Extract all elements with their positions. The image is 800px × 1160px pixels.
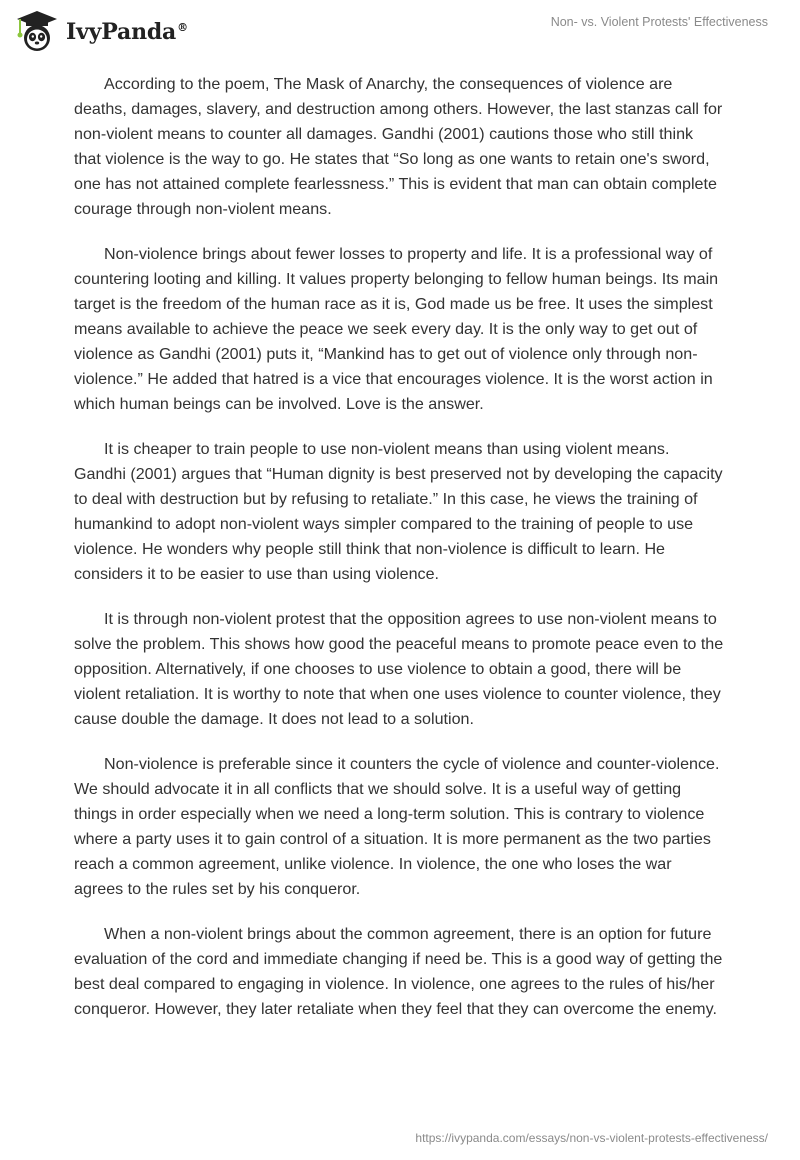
paragraph: According to the poem, The Mask of Anarchy, the consequences of violence are deaths, damages, slavery, and destruction among others. However, the last stanzas call for non-violent means to counter all damages. Gandhi (2001) cautions those who still think that violence is the way to go. He states that “So long as one wants to retain one's sword, one has not attained complete fearlessness.” This is evident that man can obtain complete courage through non-violent means. (74, 75, 723, 218)
paragraph: It is through non-violent protest that the opposition agrees to use non-violent means to solve the problem. This shows how good the peaceful means to promote peace even to the opposition. Alternatively, if one chooses to use violence to obtain a good, there will be violent retaliation. It is worthy to note that when one uses violence to counter violence, they cause double the damage. It does not lead to a solution. (74, 610, 724, 728)
essay-body (74, 72, 724, 1042)
document-title: Non- vs. Violent Protests' Effectiveness (550, 15, 768, 29)
brand-registered-mark: ® (177, 20, 188, 34)
paragraph: Non-violence brings about fewer losses to property and life. It is a professional way of countering looting and killing. It values property belonging to fellow human beings. Its main target is the freedom of the human race as it is, God made us be free. It uses the simplest means available to achieve the peace we seek every day. It is the only way to get out of violence as Gandhi (2001) puts it, “Mankind has to get out of violence only through non-violence.” He added that hatred is a vice that encourages violence. It is the worst action in which human beings can be involved. Love is the answer. (74, 245, 719, 413)
paragraph: It is cheaper to train people to use non-violent means than using violent means. Gandhi (2001) argues that “Human dignity is best preserved not by developing the capacity to deal with destruction but by refusing to retaliate.” In this case, he views the training of humankind to adopt non-violent ways simpler compared to the training of people to use violence. He wonders why people still think that non-violence is difficult to learn. He considers it to be easier to use than using violence. (74, 440, 723, 583)
brand-logo[interactable] (14, 8, 188, 54)
source-url-link[interactable]: https://ivypanda.com/essays/non-vs-violent-protests-effectiveness/ (415, 1131, 768, 1145)
page-header (0, 0, 800, 60)
panda-logo-icon (14, 8, 60, 54)
brand-name (66, 19, 188, 45)
paragraph: When a non-violent brings about the common agreement, there is an option for future evaluation of the cord and immediate changing if need be. This is a good way of getting the best deal compared to engaging in violence. In violence, one agrees to the rules of his/her conqueror. However, they later retaliate when they feel that they can overcome the enemy. (74, 925, 723, 1018)
paragraph: Non-violence is preferable since it counters the cycle of violence and counter-violence. We should advocate it in all conflicts that we should solve. It is a useful way of getting things in order especially when we need a long-term solution. This is contrary to violence where a party uses it to gain control of a situation. It is more permanent as the two parties reach a common agreement, unlike violence. In violence, the one who loses the war agrees to the rules set by his conqueror. (74, 755, 720, 898)
brand-name-text: IvyPanda (66, 19, 177, 45)
